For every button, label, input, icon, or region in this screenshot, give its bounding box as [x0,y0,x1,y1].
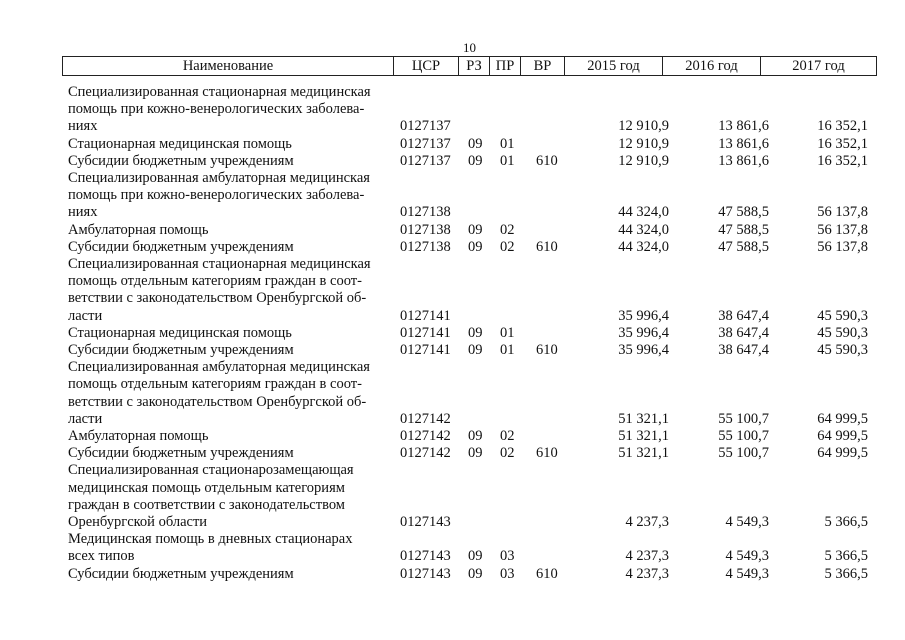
table-row [0,136,905,153]
table-row [0,308,905,325]
row-name: Специализированная амбулаторная медицинская [68,170,370,186]
row-csr: 0127141 [400,307,451,324]
row-2016: 13 861,6 [718,135,769,152]
table-row [0,531,905,548]
row-name: ветствии с законодательством Оренбургской об- [68,393,367,410]
row-vr: 610 [536,565,558,582]
row-name: помощь отдельным категориям граждан в соот- [68,273,362,290]
row-2017: 45 590,3 [817,324,868,341]
row-name: ласти [68,410,103,427]
row-pr: 02 [500,221,515,238]
row-2017: 56 137,8 [817,238,868,255]
row-2017: 16 352,1 [817,118,868,135]
row-name: Амбулаторная помощь [68,221,209,238]
row-2017: 64 999,5 [817,410,868,427]
table-row [0,84,905,101]
row-2016: 47 588,5 [718,204,769,221]
table-row [0,187,905,204]
row-2016: 4 549,3 [725,514,769,530]
header-csr: ЦСР [394,57,459,75]
row-pr: 03 [500,548,515,565]
row-name: ниях [68,118,98,135]
row-2015: 35 996,4 [618,324,669,341]
row-2017: 56 137,8 [817,204,868,221]
row-pr: 02 [500,445,515,462]
table-row [0,566,905,583]
row-name: Стационарная медицинская помощь [68,324,292,341]
row-rz: 09 [468,135,483,152]
row-rz: 09 [468,445,483,462]
table-row [0,170,905,187]
row-rz: 09 [468,428,483,444]
row-2017: 16 352,1 [817,152,868,169]
row-vr: 610 [536,152,558,169]
row-name: Медицинская помощь в дневных стационарах [68,531,353,548]
row-name: Субсидии бюджетным учреждениям [68,342,294,358]
table-header [62,56,877,76]
row-2017: 16 352,1 [817,135,868,152]
row-2017: 45 590,3 [817,342,868,358]
row-2015: 12 910,9 [618,152,669,169]
row-pr: 01 [500,324,515,341]
row-2015: 4 237,3 [625,514,669,530]
table-row [0,118,905,135]
row-csr: 0127141 [400,342,451,358]
row-2016: 13 861,6 [718,152,769,169]
table-row [0,428,905,445]
table-row [0,480,905,497]
row-csr: 0127137 [400,135,451,152]
table-row [0,204,905,221]
table-row [0,153,905,170]
row-name: Стационарная медицинская помощь [68,135,292,152]
row-csr: 0127143 [400,514,451,530]
row-2015: 51 321,1 [618,410,669,427]
row-2015: 44 324,0 [618,204,669,221]
table-row [0,256,905,273]
header-2016: 2016 год [663,57,761,75]
row-vr: 610 [536,445,558,462]
table-row [0,411,905,428]
row-2017: 64 999,5 [817,445,868,462]
row-name: всех типов [68,548,135,565]
header-2017: 2017 год [792,58,845,74]
row-2015: 12 910,9 [618,118,669,135]
row-2016: 55 100,7 [718,410,769,427]
row-pr: 01 [500,342,515,358]
row-2015: 35 996,4 [618,307,669,324]
row-2016: 38 647,4 [718,324,769,341]
row-csr: 0127143 [400,548,451,565]
row-2015: 35 996,4 [618,342,669,358]
table-row [0,376,905,393]
table-row [0,462,905,479]
row-2016: 13 861,6 [718,118,769,135]
row-pr: 01 [500,135,515,152]
row-rz: 09 [468,221,483,238]
row-2016: 4 549,3 [725,548,769,565]
page-number: 10 [463,40,476,55]
row-pr: 02 [500,238,515,255]
row-name: медицинская помощь отдельным категориям [68,479,345,496]
row-csr: 0127138 [400,204,451,221]
row-2017: 5 366,5 [824,514,868,530]
row-2015: 51 321,1 [618,428,669,444]
row-2016: 38 647,4 [718,342,769,358]
table-row [0,497,905,514]
row-csr: 0127142 [400,428,451,444]
table-row [0,239,905,256]
row-name: ниях [68,204,98,221]
header-vr: ВР [521,57,565,75]
row-2016: 4 549,3 [725,565,769,582]
row-pr: 01 [500,152,515,169]
table-row [0,273,905,290]
row-2015: 44 324,0 [618,238,669,255]
row-csr: 0127138 [400,238,451,255]
table-row [0,548,905,565]
row-2015: 12 910,9 [618,135,669,152]
row-2015: 4 237,3 [625,548,669,565]
row-name: помощь отдельным категориям граждан в соот- [68,376,362,393]
header-2015: 2015 год [565,57,663,75]
header-name: Наименование [63,57,394,75]
row-name: Специализированная амбулаторная медицинская [68,359,370,376]
row-name: помощь при кожно-венерологических заболева- [68,101,365,118]
row-name: Оренбургской области [68,514,208,530]
row-name: Специализированная стационарозамещающая [68,462,354,479]
row-rz: 09 [468,238,483,255]
header-rz: РЗ [459,57,490,75]
row-2015: 51 321,1 [618,445,669,462]
row-2017: 5 366,5 [824,548,868,565]
row-2015: 44 324,0 [618,221,669,238]
row-csr: 0127137 [400,152,451,169]
row-pr: 02 [500,428,515,444]
row-vr: 610 [536,342,558,358]
row-pr: 03 [500,565,515,582]
row-2017: 64 999,5 [817,428,868,444]
row-csr: 0127141 [400,324,451,341]
table-row [0,290,905,307]
row-name: Субсидии бюджетным учреждениям [68,565,294,582]
table-row [0,222,905,239]
row-2017: 5 366,5 [824,565,868,582]
row-rz: 09 [468,324,483,341]
row-name: Субсидии бюджетным учреждениям [68,238,294,255]
row-name: ласти [68,307,103,324]
row-2016: 47 588,5 [718,238,769,255]
row-vr: 610 [536,238,558,255]
row-2017: 45 590,3 [817,307,868,324]
row-2016: 38 647,4 [718,307,769,324]
row-name: ветствии с законодательством Оренбургской об- [68,290,367,307]
row-name: Субсидии бюджетным учреждениям [68,445,294,462]
row-name: Специализированная стационарная медицинская [68,256,371,272]
table-row [0,514,905,531]
table-row [0,101,905,118]
row-csr: 0127137 [400,118,451,135]
table-row [0,325,905,342]
row-name: граждан в соответствии с законодательством [68,496,345,513]
row-name: Амбулаторная помощь [68,428,209,444]
row-csr: 0127138 [400,221,451,238]
row-2016: 55 100,7 [718,445,769,462]
row-rz: 09 [468,342,483,358]
row-csr: 0127142 [400,445,451,462]
row-2016: 47 588,5 [718,221,769,238]
table-row [0,394,905,411]
row-name: помощь при кожно-венерологических заболева- [68,187,365,204]
row-csr: 0127143 [400,565,451,582]
row-2015: 4 237,3 [625,565,669,582]
table-row [0,359,905,376]
row-2017: 56 137,8 [817,221,868,238]
row-name: Субсидии бюджетным учреждениям [68,152,294,169]
row-rz: 09 [468,548,483,565]
row-name: Специализированная стационарная медицинская [68,84,371,100]
row-rz: 09 [468,152,483,169]
table-row [0,445,905,462]
row-csr: 0127142 [400,410,451,427]
table-row [0,342,905,359]
row-rz: 09 [468,565,483,582]
header-pr: ПР [490,57,521,75]
row-2016: 55 100,7 [718,428,769,444]
